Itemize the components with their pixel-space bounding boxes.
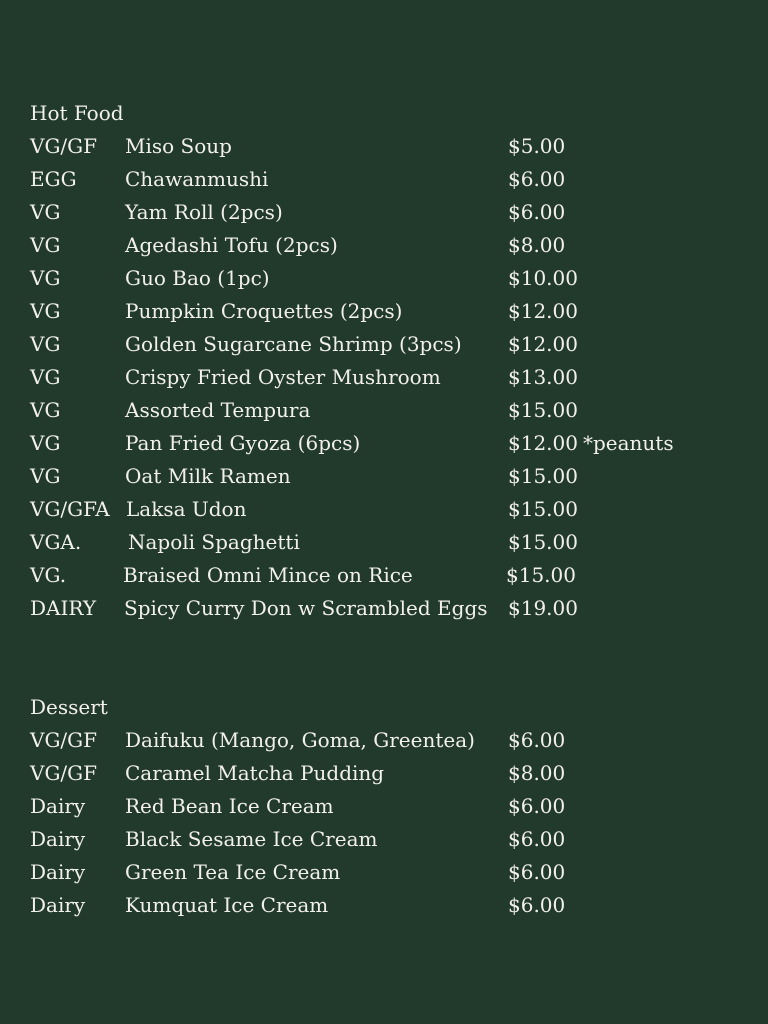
item-price — [508, 196, 565, 229]
diet-tag: VG — [30, 365, 61, 389]
item-name: Assorted Tempura — [125, 398, 311, 422]
menu-item — [30, 526, 750, 559]
diet-tag: VG/GFA — [30, 497, 110, 521]
menu-item — [30, 889, 750, 922]
item-name: Black Sesame Ice Cream — [125, 827, 378, 851]
diet-tag: Dairy — [30, 794, 86, 818]
price-value: $6.00 — [508, 167, 566, 191]
item-price — [508, 427, 674, 460]
item-price — [508, 823, 565, 856]
diet-tag: DAIRY — [30, 596, 97, 620]
item-name: Miso Soup — [125, 134, 232, 158]
menu-item — [30, 130, 750, 163]
menu-item — [30, 328, 750, 361]
diet-tag: VG — [30, 299, 61, 323]
price-value: $5.00 — [508, 134, 566, 158]
section-title: Hot Food — [30, 101, 124, 125]
price-value: $19.00 — [508, 596, 578, 620]
item-name: Agedashi Tofu (2pcs) — [125, 233, 338, 257]
menu-item — [30, 790, 750, 823]
menu-item — [30, 823, 750, 856]
item-name: Daifuku (Mango, Goma, Greentea) — [125, 728, 475, 752]
menu-item — [30, 493, 750, 526]
menu-item — [30, 394, 750, 427]
menu-item — [30, 361, 750, 394]
diet-tag: VG. — [30, 563, 67, 587]
item-price — [508, 592, 578, 625]
diet-tag: Dairy — [30, 827, 86, 851]
diet-tag: VG — [30, 266, 61, 290]
item-name: Napoli Spaghetti — [128, 530, 300, 554]
menu-item — [30, 757, 750, 790]
hot-food-section — [30, 97, 750, 625]
price-value: $6.00 — [508, 827, 566, 851]
diet-tag: Dairy — [30, 893, 86, 917]
item-price — [508, 328, 578, 361]
price-value: $15.00 — [508, 530, 578, 554]
menu-item — [30, 559, 750, 592]
item-price — [508, 229, 565, 262]
menu-item — [30, 196, 750, 229]
diet-tag: VG — [30, 200, 61, 224]
dessert-section — [30, 691, 750, 922]
menu-item — [30, 856, 750, 889]
menu-item — [30, 724, 750, 757]
price-value: $15.00 — [508, 464, 578, 488]
diet-tag: VG — [30, 332, 61, 356]
item-price — [508, 526, 578, 559]
item-price — [508, 856, 565, 889]
diet-tag: VG — [30, 233, 61, 257]
price-value: $6.00 — [508, 893, 566, 917]
menu-item — [30, 163, 750, 196]
item-price — [508, 757, 565, 790]
item-price — [508, 361, 578, 394]
price-value: $6.00 — [508, 200, 566, 224]
price-value: $12.00 — [508, 299, 578, 323]
diet-tag: VG/GF — [30, 761, 98, 785]
diet-tag: VG — [30, 431, 61, 455]
item-price — [508, 460, 578, 493]
price-value: $8.00 — [508, 761, 566, 785]
diet-tag: Dairy — [30, 860, 86, 884]
price-value: $6.00 — [508, 860, 566, 884]
item-name: Kumquat Ice Cream — [125, 893, 329, 917]
menu-item — [30, 592, 750, 625]
menu-item — [30, 229, 750, 262]
allergen-note: *peanuts — [582, 431, 674, 455]
menu-item — [30, 460, 750, 493]
price-value: $15.00 — [506, 563, 576, 587]
item-name: Pan Fried Gyoza (6pcs) — [125, 431, 361, 455]
menu-list — [30, 130, 750, 625]
price-value: $12.00 — [508, 332, 578, 356]
diet-tag: VG — [30, 398, 61, 422]
diet-tag: VG/GF — [30, 134, 98, 158]
price-value: $8.00 — [508, 233, 566, 257]
price-value: $6.00 — [508, 794, 566, 818]
item-price — [508, 262, 578, 295]
price-value: $15.00 — [508, 497, 578, 521]
item-price — [508, 790, 565, 823]
menu-item — [30, 262, 750, 295]
item-price — [508, 889, 565, 922]
item-price — [508, 394, 578, 427]
diet-tag: VG/GF — [30, 728, 98, 752]
item-name: Golden Sugarcane Shrimp (3pcs) — [125, 332, 462, 356]
item-name: Guo Bao (1pc) — [125, 266, 270, 290]
item-price — [508, 295, 578, 328]
item-name: Crispy Fried Oyster Mushroom — [125, 365, 441, 389]
price-value: $13.00 — [508, 365, 578, 389]
menu-list — [30, 724, 750, 922]
diet-tag: EGG — [30, 167, 77, 191]
item-price — [508, 724, 565, 757]
section-title: Dessert — [30, 695, 108, 719]
diet-tag: VGA. — [30, 530, 82, 554]
item-name: Yam Roll (2pcs) — [125, 200, 283, 224]
diet-tag: VG — [30, 464, 61, 488]
price-value: $12.00 — [508, 431, 578, 455]
price-value: $10.00 — [508, 266, 578, 290]
item-price — [506, 559, 576, 592]
price-value: $6.00 — [508, 728, 566, 752]
item-name: Pumpkin Croquettes (2pcs) — [125, 299, 403, 323]
item-name: Red Bean Ice Cream — [125, 794, 334, 818]
menu-item — [30, 295, 750, 328]
item-name: Chawanmushi — [125, 167, 269, 191]
item-price — [508, 130, 565, 163]
item-price — [508, 163, 565, 196]
menu-item — [30, 427, 750, 460]
price-value: $15.00 — [508, 398, 578, 422]
item-name: Spicy Curry Don w Scrambled Eggs — [124, 596, 488, 620]
item-name: Oat Milk Ramen — [125, 464, 291, 488]
item-name: Laksa Udon — [126, 497, 247, 521]
item-price — [508, 493, 578, 526]
item-name: Green Tea Ice Cream — [125, 860, 341, 884]
item-name: Braised Omni Mince on Rice — [123, 563, 413, 587]
item-name: Caramel Matcha Pudding — [125, 761, 385, 785]
